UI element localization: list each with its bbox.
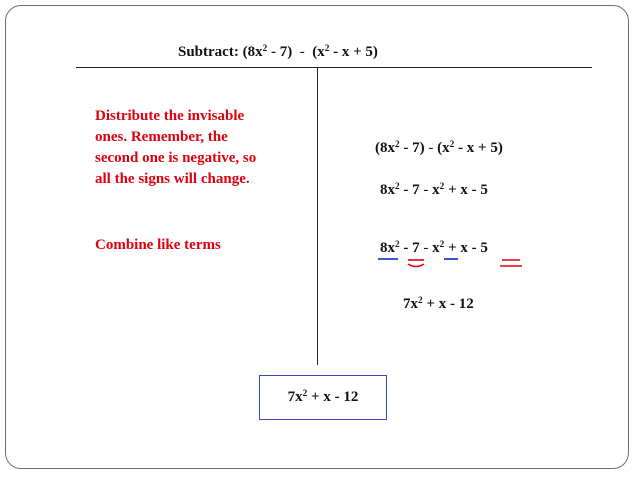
combine-note: Combine like terms — [95, 237, 221, 253]
horizontal-divider — [76, 67, 592, 68]
title-expression — [243, 44, 378, 60]
problem-title — [178, 44, 378, 61]
step3-part-d: x — [432, 240, 440, 256]
step2-exponent-a: 2 — [395, 181, 400, 192]
step2-part-e: + x - 5 — [444, 182, 488, 198]
step1-minus: - — [428, 140, 434, 156]
step3-exponent-b: 2 — [439, 239, 445, 250]
step1-part-b: - 7) — [399, 140, 425, 156]
title-exponent-a: 2 — [262, 43, 268, 54]
title-minus: - — [299, 44, 305, 60]
step2-part-a: 8x — [380, 182, 395, 198]
title-expr-d: - x + 5) — [329, 44, 378, 60]
answer-part-a: 7x — [287, 389, 303, 405]
vertical-divider — [317, 68, 318, 365]
step2-exponent-b: 2 — [439, 181, 445, 192]
title-exponent-c: 2 — [324, 43, 330, 54]
step3-part-e: + x - 5 — [444, 240, 488, 256]
combined-result — [403, 296, 474, 313]
result-part-b: + x - 12 — [422, 296, 474, 312]
note-line-1: Distribute the invisable — [95, 108, 245, 124]
step3-exponent-a: 2 — [395, 239, 400, 250]
result-exponent: 2 — [418, 295, 423, 306]
step1-exponent-a: 2 — [395, 139, 400, 150]
answer-box — [259, 375, 387, 420]
note-line-4: all the signs will change. — [95, 171, 250, 187]
like-term-marks — [370, 255, 530, 275]
step-1 — [375, 140, 503, 157]
title-expr-b: - 7) — [267, 44, 293, 60]
step3-part-b: - 7 — [399, 240, 420, 256]
answer-exponent: 2 — [302, 388, 308, 399]
note-line-3: second one is negative, so — [95, 150, 257, 166]
answer-part-b: + x - 12 — [307, 389, 359, 405]
result-part-a: 7x — [403, 296, 418, 312]
distribute-note — [95, 106, 256, 190]
step3-part-a: 8x — [380, 240, 395, 256]
step3-minus: - — [423, 240, 429, 256]
step1-part-a: (8x — [375, 140, 395, 156]
note-line-2: ones. Remember, the — [95, 129, 228, 145]
step1-exponent-b: 2 — [449, 139, 455, 150]
red-underline-7-curve — [408, 264, 424, 267]
step2-part-b: - 7 — [399, 182, 420, 198]
subtract-label: Subtract: — [178, 44, 239, 60]
step2-minus: - — [423, 182, 429, 198]
step-2 — [380, 182, 488, 199]
title-expr-c: (x — [312, 44, 325, 60]
title-expr-a: (8x — [242, 44, 263, 60]
step1-part-d: (x — [437, 140, 450, 156]
answer-expression — [288, 389, 359, 406]
step1-part-e: - x + 5) — [454, 140, 503, 156]
step2-part-d: x — [432, 182, 440, 198]
